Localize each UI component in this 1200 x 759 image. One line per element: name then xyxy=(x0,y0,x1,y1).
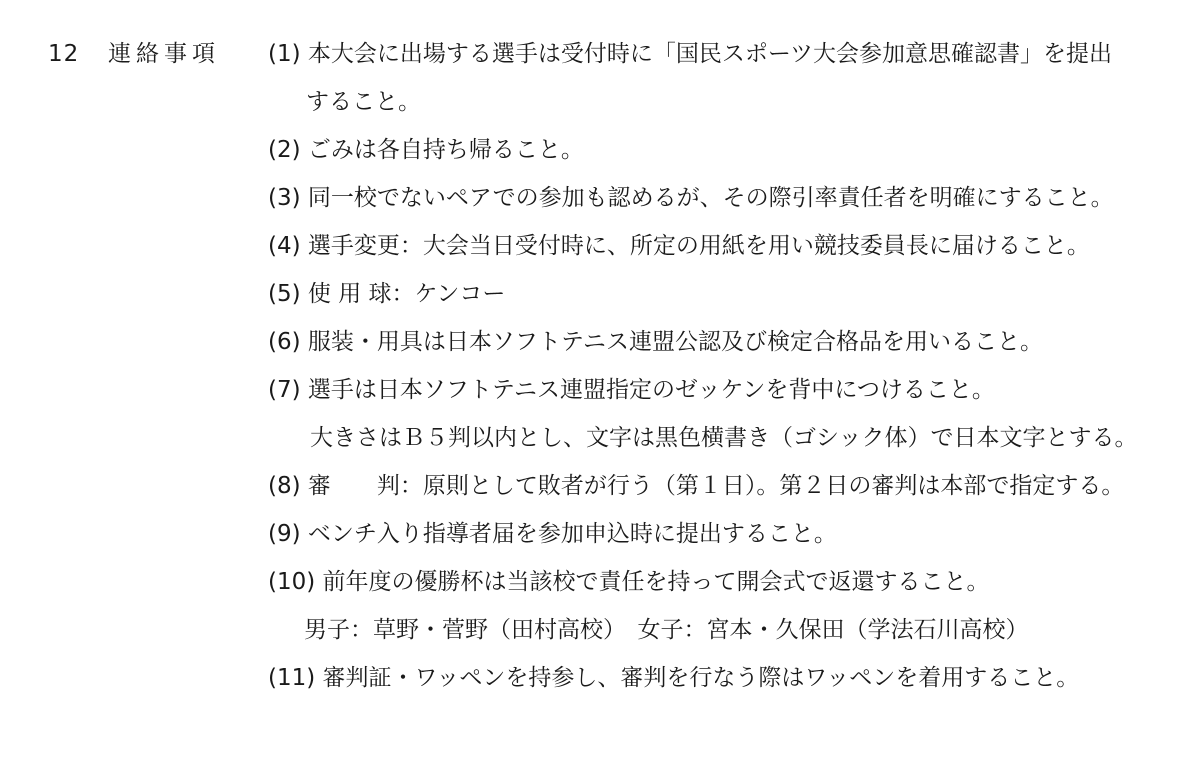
item-9: (9) ベンチ入り指導者届を参加申込時に提出すること。 xyxy=(268,521,837,547)
item-7: (7) 選手は日本ソフトテニス連盟指定のゼッケンを背中につけること。 xyxy=(268,377,995,403)
item-10: (10) 前年度の優勝杯は当該校で責任を持って開会式で返還すること。 xyxy=(268,569,990,595)
item-11: (11) 審判証・ワッペンを持参し、審判を行なう際はワッペンを着用すること。 xyxy=(268,665,1080,691)
item-10-continuation: 男子：草野・菅野（田村高校） 女子：宮本・久保田（学法石川高校） xyxy=(304,617,1029,643)
section-title: 連絡事項 xyxy=(108,41,220,67)
section-number: 12 xyxy=(48,41,80,67)
item-5: (5) 使 用 球：ケンコー xyxy=(268,281,506,307)
item-8: (8) 審 判：原則として敗者が行う（第１日）。第２日の審判は本部で指定する。 xyxy=(268,473,1125,499)
item-1-continuation: すること。 xyxy=(306,89,421,115)
item-4: (4) 選手変更：大会当日受付時に、所定の用紙を用い競技委員長に届けること。 xyxy=(268,233,1090,259)
item-7-continuation: 大きさはＢ５判以内とし、文字は黒色横書き（ゴシック体）で日本文字とする。 xyxy=(310,425,1138,451)
item-6: (6) 服装・用具は日本ソフトテニス連盟公認及び検定合格品を用いること。 xyxy=(268,329,1043,355)
item-3: (3) 同一校でないペアでの参加も認めるが、その際引率責任者を明確にすること。 xyxy=(268,185,1114,211)
item-1: (1) 本大会に出場する選手は受付時に「国民スポーツ大会参加意思確認書」を提出 xyxy=(268,41,1112,67)
item-2: (2) ごみは各自持ち帰ること。 xyxy=(268,137,584,163)
